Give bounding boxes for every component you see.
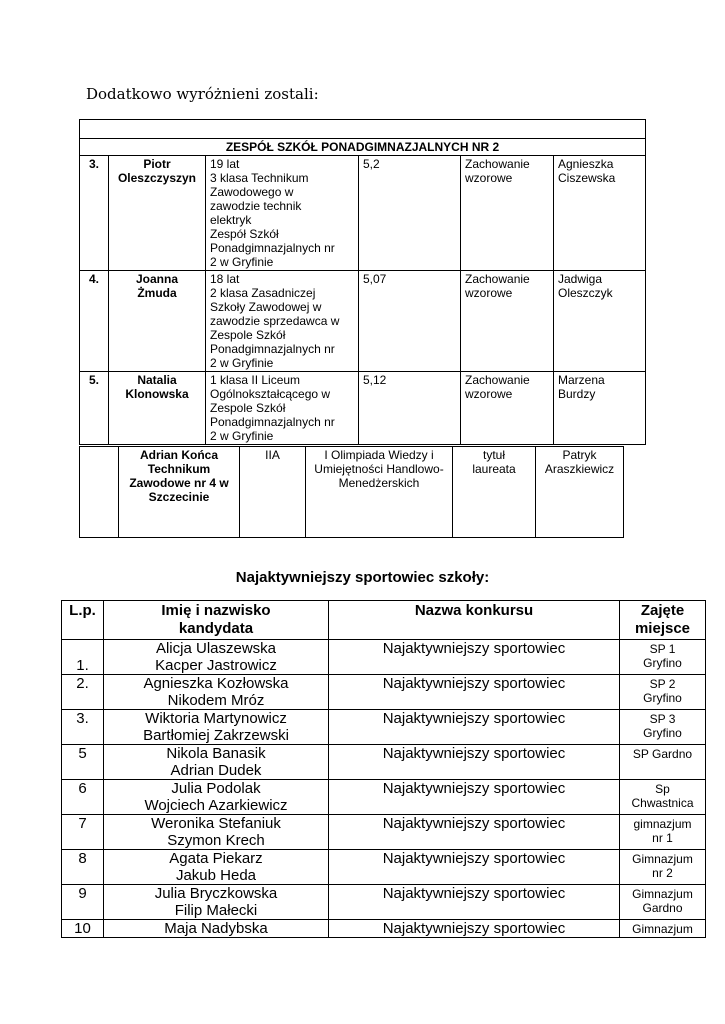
lp-cell: 1. (62, 640, 104, 675)
names-cell (104, 850, 329, 885)
place-line: Gimnazjum (632, 887, 693, 901)
info-line: zawodzie technik (210, 199, 302, 213)
name-line: Klonowska (125, 387, 189, 401)
table-row (62, 850, 706, 885)
student-info-cell (206, 156, 359, 271)
header-name (104, 601, 329, 640)
student-info-cell (206, 372, 359, 445)
header-lp: L.p. (62, 601, 104, 640)
names-cell (104, 780, 329, 815)
info-line: Zespole Szkół (210, 328, 286, 342)
name-line: Julia Podolak (171, 780, 261, 797)
place-line: Gryfino (643, 656, 682, 670)
lp-cell: 6 (62, 780, 104, 815)
school-header-row (80, 139, 646, 156)
names-cell (104, 920, 329, 938)
place-line: Gryfino (643, 726, 682, 740)
grade-cell: 5,07 (359, 271, 461, 372)
contest-cell: Najaktywniejszy sportowiec (329, 850, 620, 885)
table-row (62, 710, 706, 745)
info-line: 2 w Gryfinie (210, 429, 274, 443)
name-line: Piotr (143, 157, 171, 171)
award-table-olympiad (79, 446, 624, 538)
place-cell (620, 815, 706, 850)
contest-cell: Najaktywniejszy sportowiec (329, 815, 620, 850)
behavior-line: Zachowanie (465, 272, 530, 286)
lp-cell: 9 (62, 885, 104, 920)
title-cell (453, 447, 536, 538)
name-line: Żmuda (137, 286, 177, 300)
contest-cell: Najaktywniejszy sportowiec (329, 675, 620, 710)
place-cell (620, 780, 706, 815)
lp-cell: 2. (62, 675, 104, 710)
behavior-line: wzorowe (465, 387, 513, 401)
teacher-cell (536, 447, 624, 538)
place-line: Sp (655, 782, 670, 796)
names-cell (104, 815, 329, 850)
row-number: 5. (80, 372, 109, 445)
teacher-cell (554, 271, 646, 372)
place-line: SP Gardno (632, 747, 693, 761)
header-name-line: kandydata (178, 620, 254, 637)
contest-line: I Olimpiada Wiedzy i (324, 448, 434, 462)
grade-cell: 5,2 (359, 156, 461, 271)
table-row (62, 675, 706, 710)
table-row (62, 920, 706, 938)
place-line: Gryfino (643, 691, 682, 705)
name-line: Oleszczyszyn (117, 171, 197, 185)
teacher-line: Marzena (558, 373, 605, 387)
table-row (62, 885, 706, 920)
info-line: 1 klasa II Liceum (210, 373, 301, 387)
table-row (62, 745, 706, 780)
table-row (62, 640, 706, 675)
lp-cell: 8 (62, 850, 104, 885)
behavior-line: Zachowanie (465, 373, 530, 387)
name-line: Alicja Ulaszewska (155, 640, 277, 657)
info-line: 2 klasa Zasadniczej (210, 286, 316, 300)
lp-cell: 5 (62, 745, 104, 780)
contest-line: Umiejętności Handlowo- (314, 462, 444, 476)
info-line: Zespole Szkół (210, 401, 286, 415)
lp-cell: 10 (62, 920, 104, 938)
table-row (80, 447, 624, 538)
name-line: Nikola Banasik (166, 745, 266, 762)
info-line: Ponadgimnazjalnych nr (210, 342, 335, 356)
place-line: nr 2 (652, 866, 673, 880)
behavior-line: Zachowanie (465, 157, 530, 171)
info-line: 19 lat (210, 157, 240, 171)
name-line: Julia Bryczkowska (154, 885, 278, 902)
section-heading: Najaktywniejszy sportowiec szkoły: (235, 569, 490, 586)
title-line: laureata (472, 462, 516, 476)
name-line: Technikum (147, 462, 211, 476)
name-line: Nikodem Mróz (167, 692, 265, 709)
header-place (620, 601, 706, 640)
teacher-cell (554, 372, 646, 445)
place-cell (620, 850, 706, 885)
behavior-line: wzorowe (465, 171, 513, 185)
teacher-line: Araszkiewicz (544, 462, 615, 476)
header-place-line: Zajęte (640, 602, 685, 619)
student-info-cell (206, 271, 359, 372)
contest-cell: Najaktywniejszy sportowiec (329, 885, 620, 920)
place-line: Gimnazjum (632, 852, 693, 866)
sportsmen-table (61, 600, 706, 938)
teacher-line: Jadwiga (558, 272, 603, 286)
place-cell (620, 640, 706, 675)
place-line: SP 2 (649, 677, 676, 691)
name-line: Kacper Jastrowicz (155, 657, 277, 674)
names-cell (104, 640, 329, 675)
names-cell (104, 885, 329, 920)
row-number: 3. (80, 156, 109, 271)
name-line: Adrian Dudek (170, 762, 262, 779)
table-spacer-row (80, 120, 646, 139)
name-line: Szczecinie (148, 490, 210, 504)
contest-line: Menedżerskich (338, 476, 420, 490)
name-line: Adrian Końca (139, 448, 218, 462)
school-header: ZESPÓŁ SZKÓŁ PONADGIMNAZJALNYCH NR 2 (80, 139, 646, 156)
info-line: 18 lat (210, 272, 240, 286)
info-line: Ponadgimnazjalnych nr (210, 241, 335, 255)
name-line: Agata Piekarz (169, 850, 263, 867)
grade-cell: 5,12 (359, 372, 461, 445)
place-cell (620, 920, 706, 938)
behavior-line: wzorowe (465, 286, 513, 300)
name-line: Agnieszka Kozłowska (143, 675, 289, 692)
lp-cell: 7 (62, 815, 104, 850)
table-row (62, 815, 706, 850)
contest-cell (306, 447, 453, 538)
class-cell: IIA (240, 447, 306, 538)
info-line: Zawodowego w (210, 185, 294, 199)
student-name-cell (119, 447, 240, 538)
place-line: SP 1 (649, 642, 676, 656)
info-line: Ogólnokształcącego w (210, 387, 331, 401)
teacher-line: Patryk (562, 448, 597, 462)
contest-cell: Najaktywniejszy sportowiec (329, 920, 620, 938)
place-line: Gimnazjum (632, 922, 693, 936)
info-line: Ponadgimnazjalnych nr (210, 415, 335, 429)
place-cell (620, 885, 706, 920)
info-line: zawodzie sprzedawca w (210, 314, 340, 328)
name-line: Natalia (137, 373, 177, 387)
teacher-line: Oleszczyk (558, 286, 613, 300)
student-name-cell (109, 156, 206, 271)
name-line: Szymon Krech (167, 832, 265, 849)
info-line: 2 w Gryfinie (210, 255, 274, 269)
header-name-line: Imię i nazwisko (161, 602, 271, 619)
behavior-cell (461, 372, 554, 445)
info-line: elektryk (210, 213, 252, 227)
contest-cell: Najaktywniejszy sportowiec (329, 710, 620, 745)
row-number: 4. (80, 271, 109, 372)
place-line: Chwastnica (631, 796, 694, 810)
name-line: Wojciech Azarkiewicz (144, 797, 288, 814)
names-cell (104, 675, 329, 710)
name-line: Weronika Stefaniuk (151, 815, 281, 832)
intro-text: Dodatkowo wyróżnieni zostali: (86, 85, 319, 103)
name-line: Bartłomiej Zakrzewski (143, 727, 289, 744)
header-place-line: miejsce (634, 620, 691, 637)
contest-cell: Najaktywniejszy sportowiec (329, 640, 620, 675)
name-line: Filip Małecki (174, 902, 258, 919)
header-contest: Nazwa konkursu (329, 601, 620, 640)
info-line: Szkoły Zawodowej w (210, 300, 322, 314)
name-line: Maja Nadybska (164, 920, 268, 937)
teacher-line: Ciszewska (558, 171, 616, 185)
place-cell (620, 745, 706, 780)
table-row (80, 271, 646, 372)
title-line: tytuł (482, 448, 505, 462)
teacher-line: Burdzy (558, 387, 596, 401)
behavior-cell (461, 156, 554, 271)
student-name-cell (109, 271, 206, 372)
place-line: SP 3 (649, 712, 676, 726)
place-line: nr 1 (652, 831, 673, 845)
place-line: Gardno (642, 901, 683, 915)
info-line: 2 w Gryfinie (210, 356, 274, 370)
info-line: Zespół Szkół (210, 227, 279, 241)
place-cell (620, 675, 706, 710)
place-cell (620, 710, 706, 745)
name-line: Zawodowe nr 4 w (129, 476, 229, 490)
names-cell (104, 745, 329, 780)
names-cell (104, 710, 329, 745)
name-line: Jakub Heda (175, 867, 257, 884)
contest-cell: Najaktywniejszy sportowiec (329, 745, 620, 780)
name-line: Joanna (135, 272, 178, 286)
empty-cell (80, 447, 119, 538)
teacher-line: Agnieszka (558, 157, 614, 171)
awards-table-zsp2 (79, 119, 646, 445)
student-name-cell (109, 372, 206, 445)
lp-cell: 3. (62, 710, 104, 745)
table-row (80, 156, 646, 271)
place-line: gimnazjum (633, 817, 692, 831)
table-header-row (62, 601, 706, 640)
table-row (80, 372, 646, 445)
teacher-cell (554, 156, 646, 271)
table-row (62, 780, 706, 815)
contest-cell: Najaktywniejszy sportowiec (329, 780, 620, 815)
info-line: 3 klasa Technikum (210, 171, 309, 185)
behavior-cell (461, 271, 554, 372)
name-line: Wiktoria Martynowicz (145, 710, 287, 727)
